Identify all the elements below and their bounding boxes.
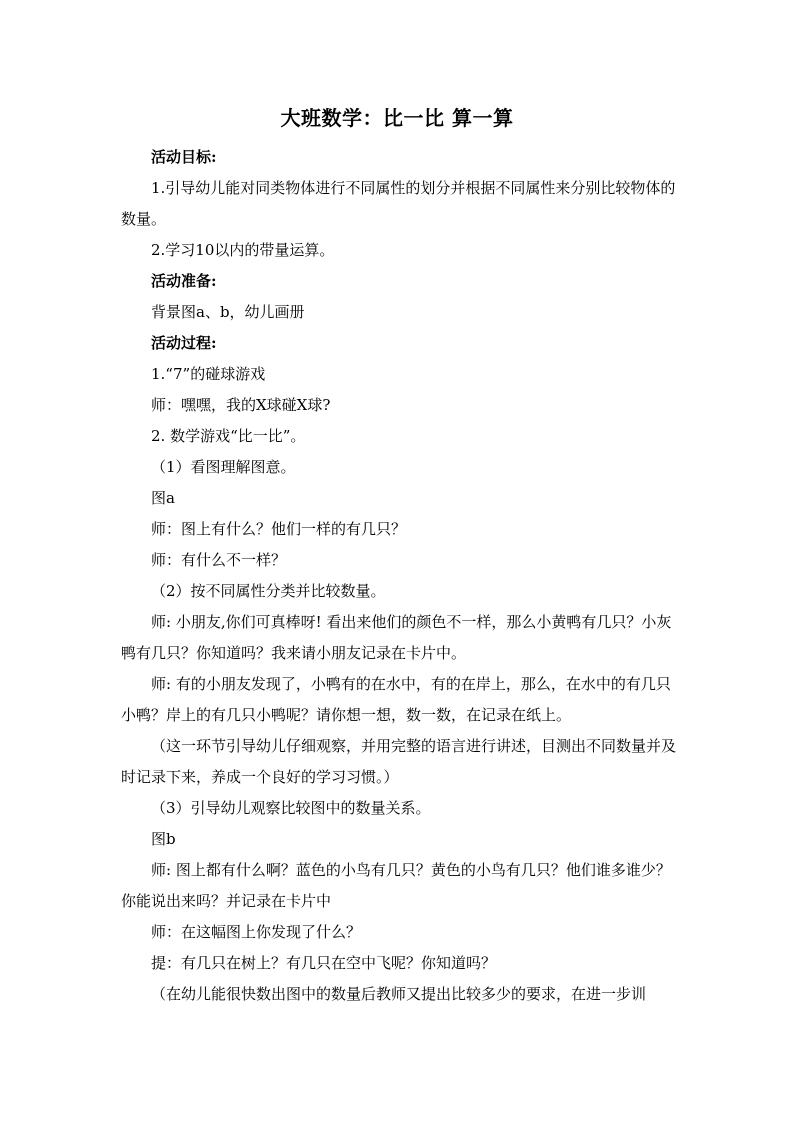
section-heading-goals: 活动目标: [151,148,217,166]
paragraph: 师: 小朋友,你们可真棒呀! 看出来他们的颜色不一样，那么小黄鸭有几只？小灰鸭有几只？你知道吗？我来请小朋友记录在卡片中。 [121,613,672,662]
paragraph: 背景图a、b，幼儿画册 [151,303,305,321]
paragraph: 师: 有的小朋友发现了，小鸭有的在水中，有的在岸上，那么，在水中的有几只小鸭？岸上的有几只小鸭呢？请你想一想，数一数，在记录在纸上。 [121,675,671,724]
paragraph: （在幼儿能很快数出图中的数量后教师又提出比较多少的要求，在进一步训 [151,985,647,1003]
paragraph: 师：在这幅图上你发现了什么？ [151,923,362,941]
document-body [121,142,681,1010]
document-title: 大班数学：比一比 算一算 [280,106,514,130]
paragraph: 提：有几只在树上？有几只在空中飞呢？你知道吗？ [151,954,497,972]
paragraph: 图b [151,830,176,848]
paragraph: 师：嘿嘿，我的X球碰X球? [151,396,331,414]
paragraph: （2）按不同属性分类并比较数量。 [151,582,386,600]
paragraph: 1.“7”的碰球游戏 [151,365,266,383]
paragraph: （这一环节引导幼儿仔细观察，并用完整的语言进行讲述，目测出不同数量并及时记录下来，养成一个良好的学习习惯。） [121,737,677,786]
paragraph: （3）引导幼儿观察比较图中的数量关系。 [151,799,431,817]
paragraph: 图a [151,489,175,507]
paragraph: 2. 数学游戏“比一比”。 [151,427,306,445]
paragraph: 2.学习10以内的带量运算。 [151,241,335,259]
paragraph: （1）看图理解图意。 [151,458,296,476]
section-heading-preparation: 活动准备: [151,272,217,290]
section-heading-process: 活动过程: [151,334,217,352]
paragraph: 师：图上有什么？他们一样的有几只？ [151,520,407,538]
paragraph: 1.引导幼儿能对同类物体进行不同属性的划分并根据不同属性来分别比较物体的数量。 [121,179,676,228]
paragraph: 师: 图上都有什么啊？蓝色的小鸟有几只？黄色的小鸟有几只？他们谁多谁少？你能说出来吗？并记录在卡片中 [121,861,671,910]
paragraph: 师：有什么不一样？ [151,551,287,569]
